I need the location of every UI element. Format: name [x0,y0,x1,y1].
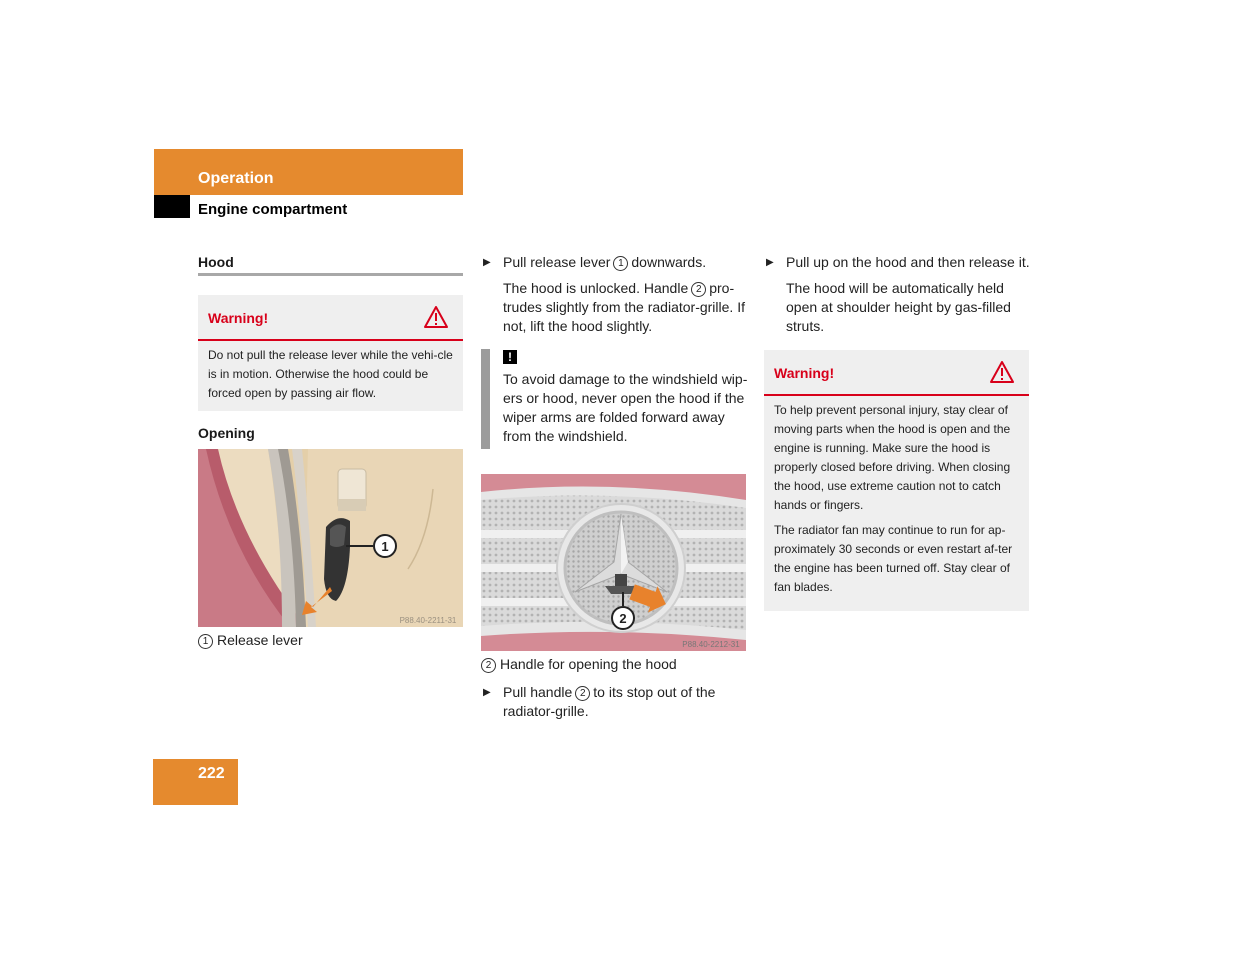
warning-paragraph: To help prevent personal injury, stay clear of moving parts when the hood is open and the engine is running. Make sure the hood is properly closed before driving. When closing the hood, use extreme caution not to catch hands or fingers. [774,403,1011,512]
caption-text: Handle for opening the hood [500,656,677,672]
release-lever-figure [198,449,463,627]
step-pull-up-hood [766,253,1031,272]
warning-label: Warning! [208,310,269,326]
step-text: Pull release lever [503,254,611,270]
warning-box-moving-parts [764,350,1029,611]
callout-number: 1 [198,634,213,649]
heading-rule [198,273,463,276]
warning-triangle-icon [423,305,449,329]
step-pull-handle [483,683,748,721]
callout-number: 2 [575,686,590,701]
warning-text [764,396,1029,611]
callout-number: 2 [691,282,706,297]
warning-label: Warning! [774,365,835,381]
paragraph-text: pro-trudes slightly from the radiator-grille. If not, lift the hood slightly. [503,280,745,334]
callout-2: 2 [619,611,627,626]
callout-number: 1 [613,256,628,271]
step-arrow-icon: ▶ [483,687,491,698]
section-marker [154,195,190,218]
warning-header [198,295,463,341]
section-title: Operation [198,170,274,187]
step-text: Pull up on the hood and then release it. [786,254,1030,270]
hood-heading: Hood [198,254,234,270]
warning-text: Do not pull the release lever while the vehi-cle is in motion. Otherwise the hood could be forced open by passing air flow. [208,348,453,400]
step-pull-release-lever [483,253,748,272]
step-text: downwards. [631,254,707,270]
figure-caption-1 [198,632,303,649]
page-number-box [153,759,238,805]
note-text: To avoid damage to the windshield wip-ers or hood, never open the hood if the wiper arms are folded forward away from the windshield. [503,371,748,444]
exclamation-icon: ! [503,350,517,364]
step-text: to its stop out of the radiator-grille. [503,684,716,719]
release-lever-illustration [198,449,463,627]
figure-caption-2 [481,656,677,673]
opening-heading: Opening [198,425,255,441]
step-arrow-icon: ▶ [483,257,491,268]
paragraph-hood-unlocked [503,279,748,336]
paragraph-text: The hood is unlocked. Handle [503,280,689,296]
radiator-grille-figure [481,474,746,651]
callout-number: 2 [481,658,496,673]
warning-header [764,350,1029,396]
warning-box-release-lever [198,295,463,411]
figure-code: P88.40-2212-31 [682,640,740,649]
radiator-grille-illustration [481,474,746,651]
callout-1: 1 [381,539,389,554]
warning-paragraph: The radiator fan may continue to run for ap-proximately 30 seconds or even restart af-ter the engine has been turned off. Stay clear of fan blades. [774,523,1013,594]
warning-triangle-icon [989,360,1015,384]
paragraph-hood-held-open: The hood will be automatically held open at shoulder height by gas-filled struts. [786,280,1011,334]
subsection-title: Engine compartment [198,201,348,218]
step-text: Pull handle [503,684,573,700]
caption-text: Release lever [217,632,303,648]
note-bar [481,349,490,449]
page-number: 222 [198,765,225,782]
figure-code: P88.40-2211-31 [399,616,457,625]
step-arrow-icon: ▶ [766,257,774,268]
